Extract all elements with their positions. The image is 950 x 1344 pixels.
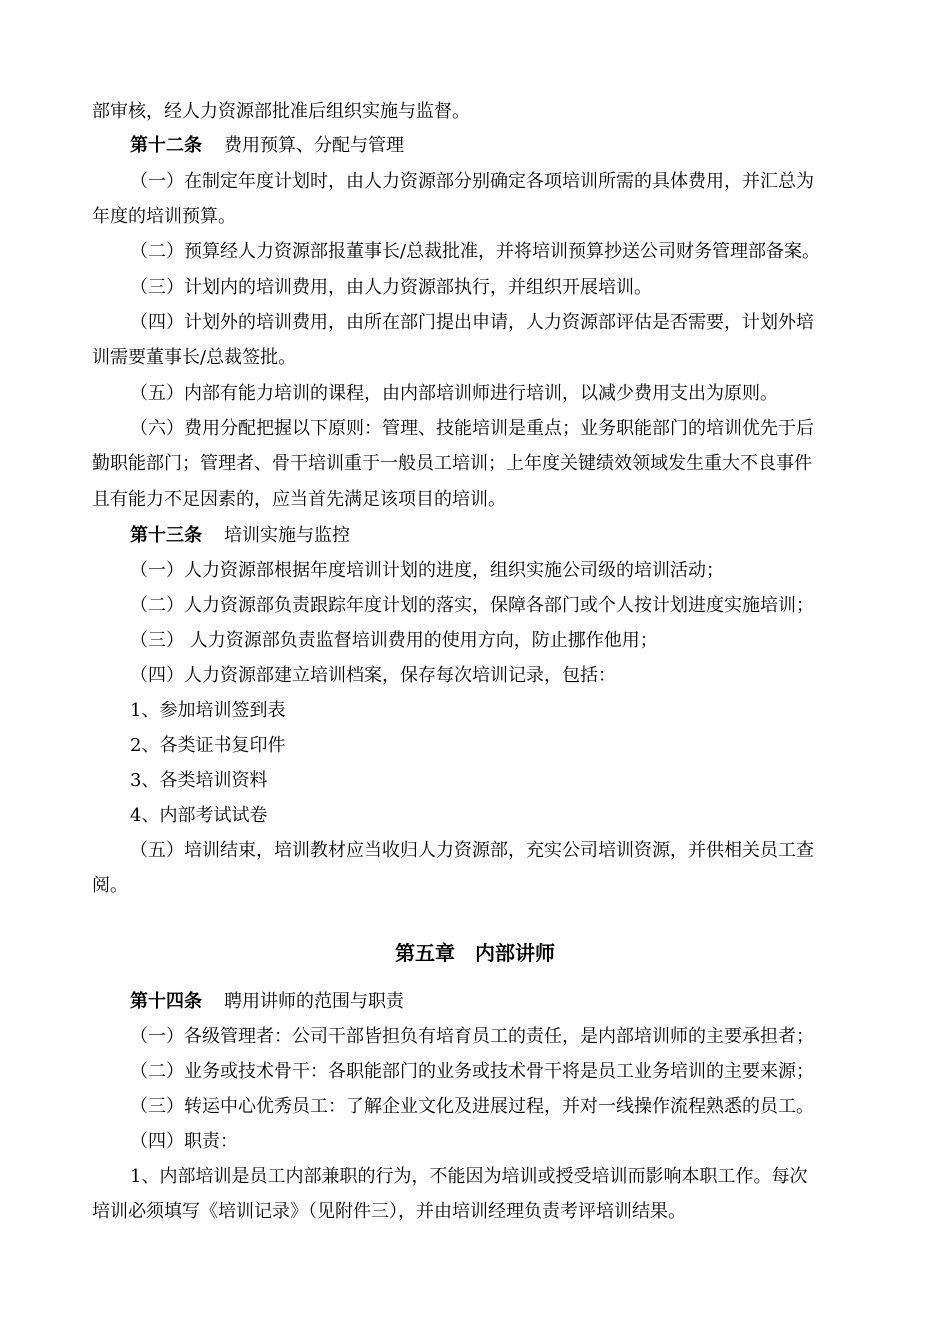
body-text-line: 1、内部培训是员工内部兼职的行为，不能因为培训或授受培训而影响本职工作。每次 xyxy=(130,1166,808,1187)
body-text-line: （三）计划内的培训费用，由人力资源部执行，并组织开展培训。 xyxy=(130,277,652,298)
article-14-heading xyxy=(130,990,404,1014)
body-text-line: （四）职责： xyxy=(130,1131,238,1152)
body-text-line: （四）人力资源部建立培训档案，保存每次培训记录，包括： xyxy=(130,665,616,686)
body-text-line: （三） 人力资源部负责监督培训费用的使用方向，防止挪作他用； xyxy=(130,630,658,651)
body-text-line: （三）转运中心优秀员工：了解企业文化及进展过程，并对一线操作流程熟悉的员工。 xyxy=(130,1096,814,1117)
body-text-line: （一）在制定年度计划时，由人力资源部分别确定各项培训所需的具体费用，并汇总为 xyxy=(130,171,814,192)
body-text-line: 且有能力不足因素的，应当首先满足该项目的培训。 xyxy=(92,489,506,510)
article-number: 第十四条 xyxy=(130,991,202,1012)
article-number: 第十三条 xyxy=(130,525,202,546)
body-text-line: （五）内部有能力培训的课程，由内部培训师进行培训，以减少费用支出为原则。 xyxy=(130,383,778,404)
body-text-line: 年度的培训预算。 xyxy=(92,206,236,227)
body-text-line: （二）预算经人力资源部报董事长/总裁批准，并将培训预算抄送公司财务管理部备案。 xyxy=(130,241,821,262)
body-text-line: （一）人力资源部根据年度培训计划的进度，组织实施公司级的培训活动； xyxy=(130,560,724,581)
article-13-heading xyxy=(130,524,350,548)
body-text-line: 部审核，经人力资源部批准后组织实施与监督。 xyxy=(92,101,470,122)
article-title: 培训实施与监控 xyxy=(224,525,350,546)
body-text-line: 训需要董事长/总裁签批。 xyxy=(92,347,297,368)
article-title: 聘用讲师的范围与职责 xyxy=(224,991,404,1012)
list-item: 3、各类培训资料 xyxy=(130,770,268,791)
chapter-heading: 第五章 内部讲师 xyxy=(395,941,555,965)
body-text-line: 培训必须填写《培训记录》（见附件三），并由培训经理负责考评培训结果。 xyxy=(92,1201,686,1222)
body-text-line: （五）培训结束，培训教材应当收归人力资源部，充实公司培训资源，并供相关员工查 xyxy=(130,840,814,861)
list-item: 4、内部考试试卷 xyxy=(130,805,268,826)
body-text-line: 勤职能部门；管理者、骨干培训重于一般员工培训；上年度关键绩效领域发生重大不良事件 xyxy=(92,453,812,474)
body-text-line: （二）业务或技术骨干：各职能部门的业务或技术骨干将是员工业务培训的主要来源； xyxy=(130,1061,814,1082)
article-12-heading xyxy=(130,134,404,158)
article-title: 费用预算、分配与管理 xyxy=(224,135,404,156)
article-number: 第十二条 xyxy=(130,135,202,156)
list-item: 1、参加培训签到表 xyxy=(130,700,286,721)
body-text-line: （四）计划外的培训费用，由所在部门提出申请，人力资源部评估是否需要，计划外培 xyxy=(130,312,814,333)
body-text-line: 阅。 xyxy=(92,875,128,896)
body-text-line: （一）各级管理者：公司干部皆担负有培育员工的责任，是内部培训师的主要承担者； xyxy=(130,1026,814,1047)
list-item: 2、各类证书复印件 xyxy=(130,735,286,756)
body-text-line: （六）费用分配把握以下原则：管理、技能培训是重点；业务职能部门的培训优先于后 xyxy=(130,418,814,439)
body-text-line: （二）人力资源部负责跟踪年度计划的落实，保障各部门或个人按计划进度实施培训； xyxy=(130,595,814,616)
